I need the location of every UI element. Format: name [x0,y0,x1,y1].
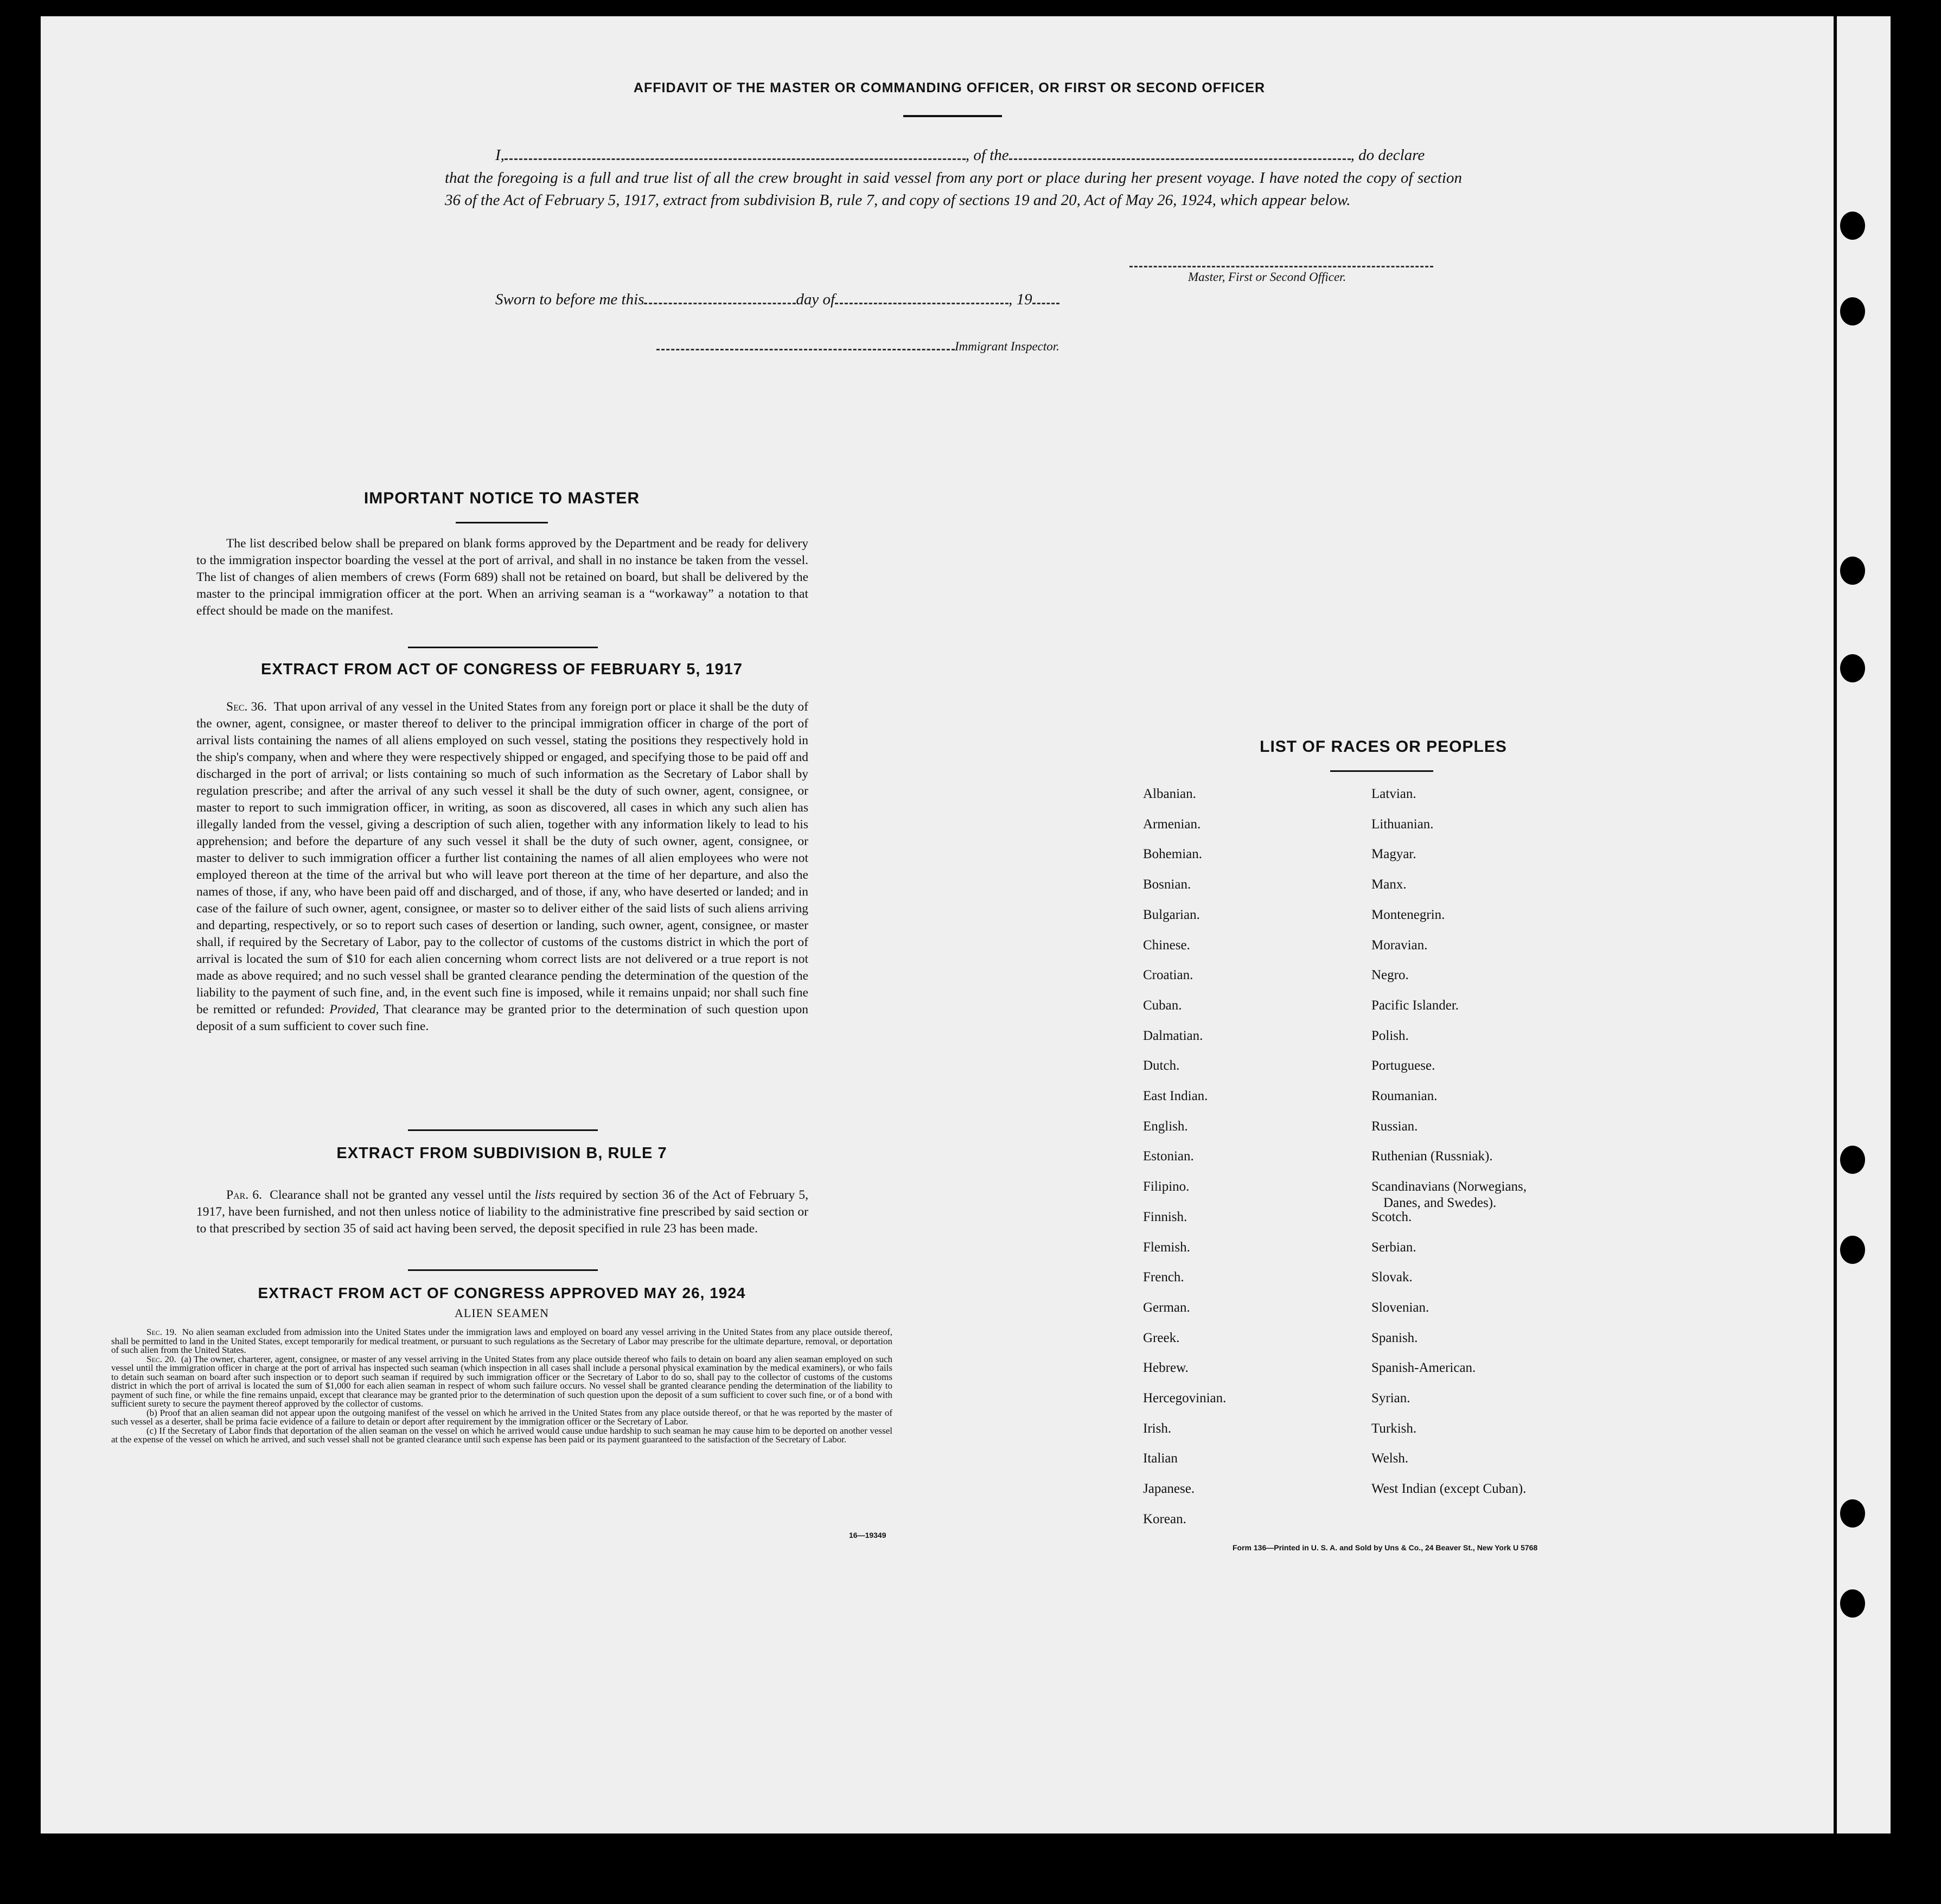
race-item: Russian. [1371,1119,1418,1134]
race-item: Portuguese. [1371,1058,1435,1074]
race-item: Manx. [1371,877,1407,892]
race-item: Japanese. [1143,1481,1195,1497]
race-item: Polish. [1371,1028,1409,1043]
race-item: Ruthenian (Russniak). [1371,1149,1493,1164]
race-item: Magyar. [1371,847,1416,862]
race-item: Dalmatian. [1143,1028,1203,1043]
race-item: Spanish-American. [1371,1360,1476,1376]
sec-19-label: Sec. 19. [146,1327,177,1337]
name-field[interactable] [505,158,966,160]
rule7-text-b: required by section 36 of the Act of February 5, 1917, have been furnished, and not then unless notice of liability to the administrative fine prescribed by said section or to that prescribed by section 35 of said act having been served, the deposit specified in rule 23 has been made. [196,1188,808,1236]
divider [408,1129,598,1131]
day-of-label: day of [796,291,835,308]
sec-20-label: Sec. 20. [146,1353,176,1364]
provided-word: Provided, [329,1002,379,1017]
title-rule [903,115,1002,117]
race-item: Bohemian. [1143,847,1203,862]
race-item: Welsh. [1371,1451,1409,1466]
of-the-label: , of the [965,146,1009,164]
year-label: , 19 [1008,291,1032,308]
race-item: Scandinavians (Norwegians, [1371,1179,1527,1194]
race-item: Flemish. [1143,1239,1190,1255]
inspector-line [656,335,1145,357]
race-item: Croatian. [1143,968,1193,983]
race-item: Finnish. [1143,1209,1187,1224]
binder-hole [1840,297,1865,325]
sec-36-label: Sec. 36. [226,700,267,714]
race-item: Latvian. [1371,787,1416,801]
extract-1917-title: EXTRACT FROM ACT OF CONGRESS OF FEBRUARY 5, 1917 [260,661,743,678]
race-item: Estonian. [1143,1149,1194,1164]
sworn-line [495,289,1201,311]
notice-body: The list described below shall be prepared on blank forms approved by the Department and be ready for delivery to the immigration inspector boarding the vessel at the port of arrival, and shall in no instance be taken from the vessel. The list of changes of alien members of crews (Form 689) shall not be retained on board, but shall be delivered by the master to the principal immigration officer at the port. When an arriving seaman is a “workaway” a notation to that effect should be made on the manifest. [196,536,808,618]
race-item: Hebrew. [1143,1360,1189,1376]
divider [408,1269,598,1271]
binder-hole [1840,1499,1865,1528]
race-item: Chinese. [1143,937,1190,953]
race-item: Italian [1143,1451,1178,1466]
race-item: Pacific Islander. [1371,998,1459,1013]
binder-hole [1840,654,1865,682]
extract-1924-title: EXTRACT FROM ACT OF CONGRESS APPROVED MAY 26, 1924 [258,1285,746,1301]
lists-word: lists [534,1188,556,1202]
sec-20b: (b) Proof that an alien seaman did not appear upon the outgoing manifest of the vessel on which he arrived in the United States from any place outside thereof, or that he was reported by the master of such vessel as a deserter, shall be prima facie evidence of a failure to detain or deport after requirement by the immigration officer or the Secretary of Labor. [111,1407,892,1427]
affidavit-line-1 [495,144,1461,167]
race-item: Danes, and Swedes). [1383,1196,1497,1211]
day-field[interactable] [644,303,796,304]
declare-label: , do declare [1350,146,1425,164]
divider [408,647,598,648]
par-6-label: Par. 6. [226,1188,262,1202]
race-item: Irish. [1143,1421,1172,1436]
scan-border [1891,0,1941,1904]
race-item: Montenegrin. [1371,907,1445,922]
race-item: Armenian. [1143,816,1201,832]
race-item: Turkish. [1371,1421,1417,1436]
sec-19-text: No alien seaman excluded from admission into the United States under the immigration laws and employed on board any vessel arriving in the United States from any place outside thereof, shall be permitted to land in the United States, except temporarily for medical treatment, or pursuant to such regulations as the Secretary of Labor may prescribe for the ultimate departure, removal, or deportation of such alien from the United States. [111,1327,893,1355]
binder-hole [1840,212,1865,240]
i-label: I, [495,146,505,164]
binder-hole [1840,1589,1865,1618]
race-item: Bulgarian. [1143,907,1200,922]
scan-edge-line [1834,0,1837,1833]
form-code: 16—19349 [849,1531,886,1539]
rule7-body [196,1187,808,1237]
master-caption: Master, First or Second Officer. [1188,270,1346,284]
sec-20c: (c) If the Secretary of Labor finds that deportation of the alien seaman on the vessel on which he arrived would cause undue hardship to such seaman he may cause him to be deported on another vessel at the expense of the vessel on which he arrived, and such vessel shall not be granted clearance until such expense has been paid or its payment guaranteed to the satisfaction of the Secretary of Labor. [111,1425,892,1445]
sec-36-text: That upon arrival of any vessel in the United States from any foreign port or place it shall be the duty of the owner, agent, consignee, or master thereof to deliver to the principal immigration officer in charge of the port of arrival lists containing the names of all aliens employed on such vessel, stating the positions they respectively hold in the ship's company, when and where they were respectively shipped or engaged, and specifying those to be paid off and discharged in the port of arrival; or lists containing so much of such information as the Secretary of Labor shall by regulation prescribe; and after the arrival of any such vessel it shall be the duty of such owner, agent, consignee, or master to report to such immigration officer, in writing, as soon as discovered, all cases in which any such alien has illegally landed from the vessel, giving a description of such alien, together with any information likely to lead to his apprehension; and before the departure of any such vessel it shall be the duty of such owner, agent, consignee, or master to deliver to such immigration officer a further list containing the names of all alien employees who were not employed thereon at the time of the arrival but who will leave port thereon at the time of her departure, and also the names of those, if any, who have been paid off and discharged, and of those, if any, who have deserted or landed; and in case of the failure of such owner, agent, consignee, or master so to deliver either of the said lists of such aliens arriving and departing, respectively, or so to report such cases of desertion or landing, such owner, agent, consignee, or master shall, if required by the Secretary of Labor, pay to the collector of customs of the customs district in which the port of arrival is located the sum of $10 for each alien concerning whom correct lists are not delivered or a true report is not made as above required; and no such vessel shall be granted clearance pending the determination of the question of the liability to the payment of such fine, and, in the event such fine is imposed, while it remains unpaid; nor shall such fine be remitted or refunded: [196,700,809,1017]
sec-20a [111,1355,892,1409]
races-title: LIST OF RACES OR PEOPLES [1260,738,1507,756]
race-item: Slovak. [1371,1270,1413,1285]
sec-19 [111,1328,892,1355]
race-item: Slovenian. [1371,1300,1429,1315]
race-item: Hercegovinian. [1143,1391,1227,1405]
month-field[interactable] [835,303,1008,304]
affidavit-title: AFFIDAVIT OF THE MASTER OR COMMANDING OFFICER, OR FIRST OR SECOND OFFICER [633,80,1266,95]
print-footer: Form 136—Printed in U. S. A. and Sold by Uns & Co., 24 Beaver St., New York U 5768 [1233,1543,1538,1552]
race-item: Negro. [1371,968,1409,983]
affidavit-body: that the foregoing is a full and true list of all the crew brought in said vessel from any port or place during her present voyage. I have noted the copy of section 36 of the Act of February 5, 1917, extract from subdivision B, rule 7, and copy of sections 19 and 20, Act of May 26, 1924, which appear below. [445,169,1462,209]
binder-hole [1840,1146,1865,1174]
extract-1917-body [196,699,808,1035]
inspector-signature-field[interactable] [656,349,955,350]
rule7-title: EXTRACT FROM SUBDIVISION B, RULE 7 [336,1145,667,1162]
sec-20a-text: (a) The owner, charterer, agent, consignee, or master of any vessel arriving in the United States from any place outside thereof who fails to detain on board any alien seaman employed on such vessel until the immigration officer in charge at the port of arrival has inspected such seaman (which inspection in all cases shall include a personal physical examination by the medical examiners), or who fails to detain such seaman on board after such inspection or to deport such seaman if required by such immigration officer or the Secretary of Labor to do so, shall pay to the collector of customs of the customs district in which the port of arrival is located the sum of $1,000 for each alien seaman in respect of whom such failure occurs. No vessel shall be granted clearance pending the determination of the liability to payment of such fine, or while the fine remains unpaid, except that clearance may be granted prior to the determination of such question upon the deposit of a sum sufficient to cover such fine, or of a bond with sufficient surety to secure the payment thereof approved by the collector of customs. [111,1353,892,1409]
year-field[interactable] [1032,303,1059,304]
sworn-label: Sworn to before me this [495,291,644,308]
race-item: Cuban. [1143,998,1182,1013]
binder-hole [1840,1236,1865,1264]
race-item: Spanish. [1371,1330,1418,1345]
inspector-caption: Immigrant Inspector. [955,340,1059,353]
race-item: Albanian. [1143,787,1196,801]
race-item: Roumanian. [1371,1089,1438,1103]
race-item: Korean. [1143,1511,1186,1526]
race-item: French. [1143,1270,1184,1285]
sec-36-end: That clearance may be granted prior to the determination of such question upon deposit of a sum sufficient to cover such fine. [196,1002,808,1033]
races-rule [1330,770,1433,772]
race-item: English. [1143,1119,1188,1134]
race-item: Greek. [1143,1330,1180,1345]
race-item: Lithuanian. [1371,816,1434,832]
vessel-field[interactable] [1009,158,1351,160]
race-item: Scotch. [1371,1209,1412,1224]
race-item: East Indian. [1143,1089,1208,1103]
notice-title: IMPORTANT NOTICE TO MASTER [363,489,640,507]
rule7-text-a: Clearance shall not be granted any vessel until the [270,1188,535,1202]
race-item: Dutch. [1143,1058,1180,1074]
alien-seamen-subtitle: ALIEN SEAMEN [455,1306,549,1320]
race-item: Serbian. [1371,1239,1416,1255]
race-item: Bosnian. [1143,877,1191,892]
race-item: German. [1143,1300,1190,1315]
race-item: Filipino. [1143,1179,1190,1194]
binder-hole [1840,557,1865,585]
extract-1924-body [111,1328,892,1445]
race-item: Moravian. [1371,937,1428,953]
race-item: Syrian. [1371,1391,1410,1405]
notice-rule [456,522,548,523]
race-item: West Indian (except Cuban). [1371,1481,1527,1497]
